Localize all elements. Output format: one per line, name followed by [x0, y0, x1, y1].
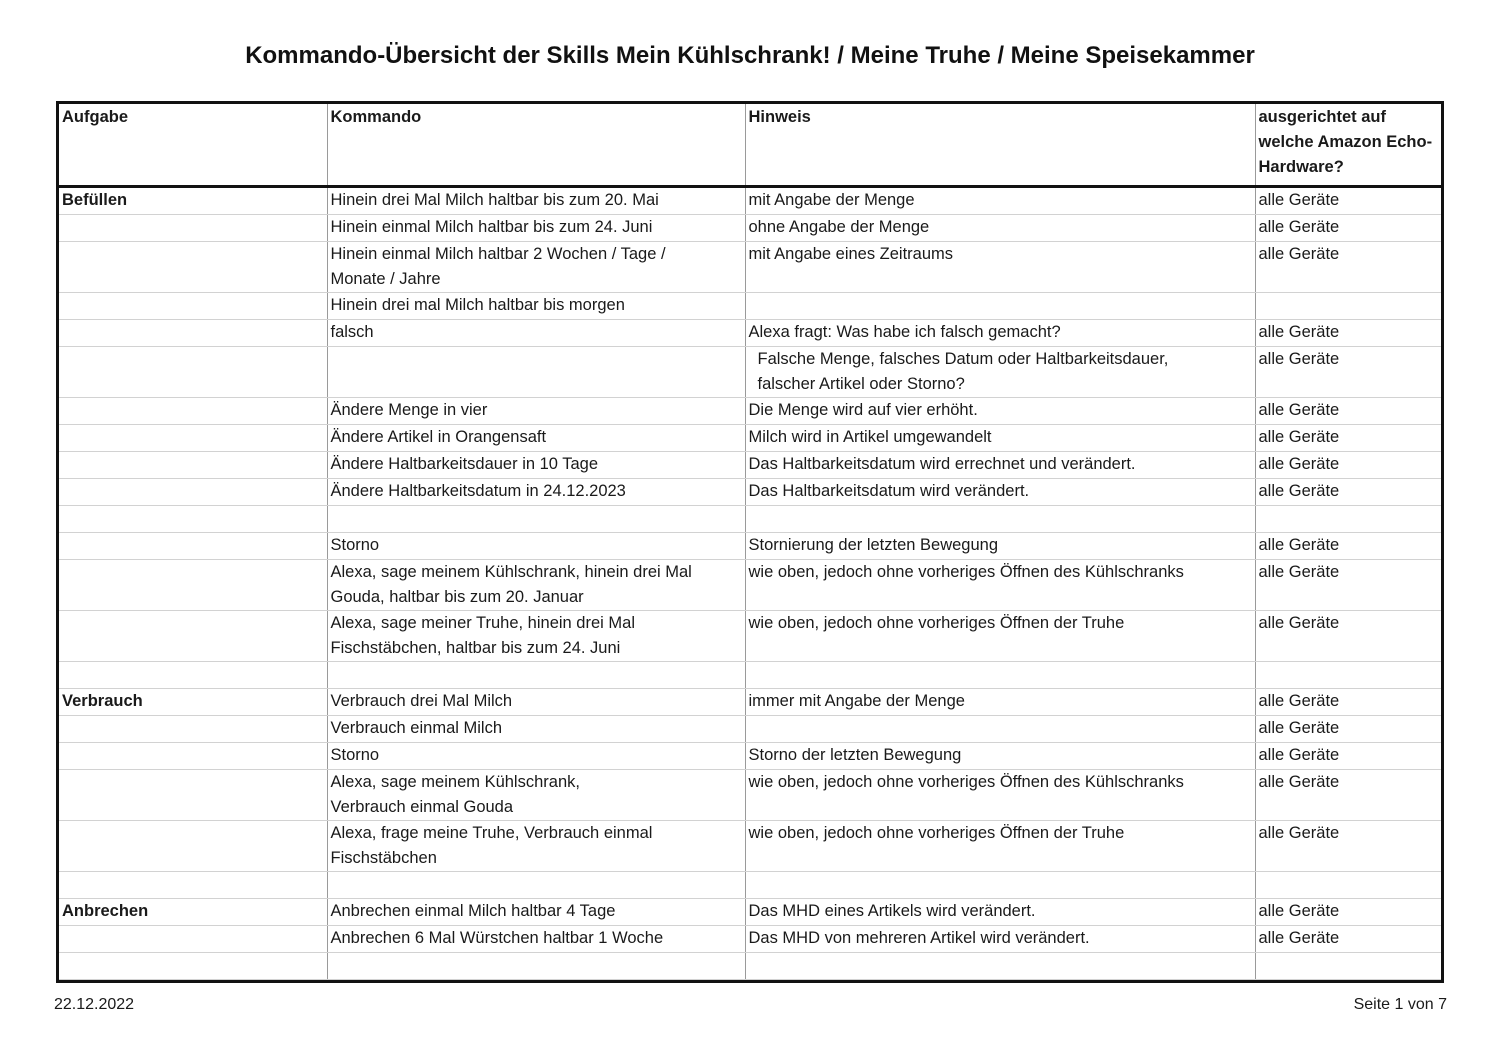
cell-hardware: alle Geräte [1255, 215, 1441, 242]
cell-task [59, 953, 327, 980]
footer-date: 22.12.2022 [54, 996, 135, 1013]
cell-command: Ändere Haltbarkeitsdauer in 10 Tage [327, 452, 745, 479]
cell-task [59, 479, 327, 506]
cell-command [327, 347, 745, 398]
cell-command: Anbrechen einmal Milch haltbar 4 Tage [327, 899, 745, 926]
table-header-row [59, 104, 1441, 187]
cell-hardware: alle Geräte [1255, 716, 1441, 743]
table-row [59, 743, 1441, 770]
cell-task [59, 770, 327, 821]
table-row [59, 953, 1441, 980]
cell-command: Storno [327, 533, 745, 560]
table-row [59, 560, 1441, 611]
cell-task [59, 242, 327, 293]
cell-task [59, 452, 327, 479]
cell-hardware [1255, 506, 1441, 533]
table-row [59, 293, 1441, 320]
header-hardware-line: welche Amazon Echo- [1258, 133, 1433, 151]
cell-hardware: alle Geräte [1255, 821, 1441, 872]
header-hardware-line: Hardware? [1258, 158, 1344, 176]
table-row [59, 662, 1441, 689]
cell-note: wie oben, jedoch ohne vorheriges Öffnen des Kühlschranks [745, 560, 1255, 611]
cell-command: Alexa, sage meiner Truhe, hinein drei Mal Fischstäbchen, haltbar bis zum 24. Juni [327, 611, 745, 662]
cell-task [59, 293, 327, 320]
cell-task [59, 560, 327, 611]
cell-command: Anbrechen 6 Mal Würstchen haltbar 1 Woche [327, 926, 745, 953]
cell-task [59, 611, 327, 662]
cell-command: Alexa, sage meinem Kühlschrank, hinein drei Mal Gouda, haltbar bis zum 20. Januar [327, 560, 745, 611]
cell-note: Das Haltbarkeitsdatum wird errechnet und verändert. [745, 452, 1255, 479]
cell-note: mit Angabe eines Zeitraums [745, 242, 1255, 293]
table-row [59, 347, 1441, 398]
footer-page-number: Seite 1 von 7 [1353, 996, 1447, 1013]
cell-hardware: alle Geräte [1255, 611, 1441, 662]
cell-task [59, 425, 327, 452]
cell-command: Alexa, sage meinem Kühlschrank, Verbrauch einmal Gouda [327, 770, 745, 821]
cell-command: Alexa, frage meine Truhe, Verbrauch einmal Fischstäbchen [327, 821, 745, 872]
table-row [59, 899, 1441, 926]
cell-note [745, 506, 1255, 533]
cell-task [59, 533, 327, 560]
cell-hardware: alle Geräte [1255, 533, 1441, 560]
cell-command: falsch [327, 320, 745, 347]
cell-hardware: alle Geräte [1255, 347, 1441, 398]
cell-note: Alexa fragt: Was habe ich falsch gemacht? [745, 320, 1255, 347]
table-row [59, 533, 1441, 560]
cell-task [59, 398, 327, 425]
cell-hardware: alle Geräte [1255, 899, 1441, 926]
cell-hardware: alle Geräte [1255, 689, 1441, 716]
cell-note: mit Angabe der Menge [745, 187, 1255, 215]
header-hinweis: Hinweis [745, 104, 1255, 187]
cell-note: Milch wird in Artikel umgewandelt [745, 425, 1255, 452]
table-row [59, 770, 1441, 821]
cell-hardware: alle Geräte [1255, 425, 1441, 452]
table-body [59, 187, 1441, 980]
cell-hardware [1255, 872, 1441, 899]
cell-command [327, 953, 745, 980]
command-table [59, 104, 1441, 980]
cell-command: Hinein drei mal Milch haltbar bis morgen [327, 293, 745, 320]
cell-command: Hinein drei Mal Milch haltbar bis zum 20. Mai [327, 187, 745, 215]
cell-task [59, 821, 327, 872]
cell-task [59, 662, 327, 689]
cell-hardware [1255, 953, 1441, 980]
header-hardware-line: ausgerichtet auf [1258, 108, 1386, 126]
cell-note: wie oben, jedoch ohne vorheriges Öffnen des Kühlschranks [745, 770, 1255, 821]
cell-hardware: alle Geräte [1255, 560, 1441, 611]
table-row [59, 215, 1441, 242]
cell-hardware: alle Geräte [1255, 398, 1441, 425]
table-row [59, 872, 1441, 899]
cell-note [745, 872, 1255, 899]
cell-note: Stornierung der letzten Bewegung [745, 533, 1255, 560]
cell-note [745, 293, 1255, 320]
table-row [59, 926, 1441, 953]
cell-command [327, 662, 745, 689]
cell-note [745, 953, 1255, 980]
table-row [59, 452, 1441, 479]
cell-command [327, 872, 745, 899]
table-row [59, 716, 1441, 743]
header-hardware [1255, 104, 1441, 187]
header-kommando: Kommando [327, 104, 745, 187]
table-row [59, 479, 1441, 506]
cell-note: Das MHD eines Artikels wird verändert. [745, 899, 1255, 926]
cell-command [327, 506, 745, 533]
cell-command: Ändere Haltbarkeitsdatum in 24.12.2023 [327, 479, 745, 506]
cell-command: Verbrauch drei Mal Milch [327, 689, 745, 716]
cell-note: Die Menge wird auf vier erhöht. [745, 398, 1255, 425]
cell-hardware: alle Geräte [1255, 320, 1441, 347]
cell-task [59, 215, 327, 242]
cell-command: Verbrauch einmal Milch [327, 716, 745, 743]
cell-task: Befüllen [59, 187, 327, 215]
cell-hardware [1255, 293, 1441, 320]
cell-task [59, 716, 327, 743]
cell-task [59, 872, 327, 899]
cell-note: wie oben, jedoch ohne vorheriges Öffnen der Truhe [745, 611, 1255, 662]
table-row [59, 242, 1441, 293]
table-row [59, 398, 1441, 425]
cell-note: Das MHD von mehreren Artikel wird verändert. [745, 926, 1255, 953]
cell-hardware: alle Geräte [1255, 743, 1441, 770]
table-row [59, 187, 1441, 215]
cell-note: immer mit Angabe der Menge [745, 689, 1255, 716]
cell-note: Falsche Menge, falsches Datum oder Haltbarkeitsdauer, falscher Artikel oder Storno? [745, 347, 1255, 398]
cell-task [59, 743, 327, 770]
cell-command: Ändere Menge in vier [327, 398, 745, 425]
cell-task [59, 347, 327, 398]
cell-note: Storno der letzten Bewegung [745, 743, 1255, 770]
cell-task [59, 320, 327, 347]
cell-command: Ändere Artikel in Orangensaft [327, 425, 745, 452]
cell-command: Storno [327, 743, 745, 770]
cell-hardware: alle Geräte [1255, 770, 1441, 821]
table-row [59, 425, 1441, 452]
cell-note: wie oben, jedoch ohne vorheriges Öffnen der Truhe [745, 821, 1255, 872]
table-row [59, 821, 1441, 872]
cell-task: Verbrauch [59, 689, 327, 716]
cell-task [59, 506, 327, 533]
table-row [59, 320, 1441, 347]
cell-hardware: alle Geräte [1255, 479, 1441, 506]
table-row [59, 506, 1441, 533]
cell-hardware: alle Geräte [1255, 926, 1441, 953]
cell-hardware: alle Geräte [1255, 242, 1441, 293]
cell-note: ohne Angabe der Menge [745, 215, 1255, 242]
page-title: Kommando-Übersicht der Skills Mein Kühlschrank! / Meine Truhe / Meine Speisekammer [245, 42, 1255, 69]
cell-command: Hinein einmal Milch haltbar 2 Wochen / Tage / Monate / Jahre [327, 242, 745, 293]
cell-command: Hinein einmal Milch haltbar bis zum 24. Juni [327, 215, 745, 242]
cell-task [59, 926, 327, 953]
cell-note [745, 662, 1255, 689]
cell-hardware: alle Geräte [1255, 452, 1441, 479]
table-row [59, 611, 1441, 662]
command-table-frame [56, 101, 1444, 983]
table-row [59, 689, 1441, 716]
header-aufgabe: Aufgabe [59, 104, 327, 187]
cell-hardware [1255, 662, 1441, 689]
cell-note: Das Haltbarkeitsdatum wird verändert. [745, 479, 1255, 506]
cell-note [745, 716, 1255, 743]
cell-task: Anbrechen [59, 899, 327, 926]
cell-hardware: alle Geräte [1255, 187, 1441, 215]
